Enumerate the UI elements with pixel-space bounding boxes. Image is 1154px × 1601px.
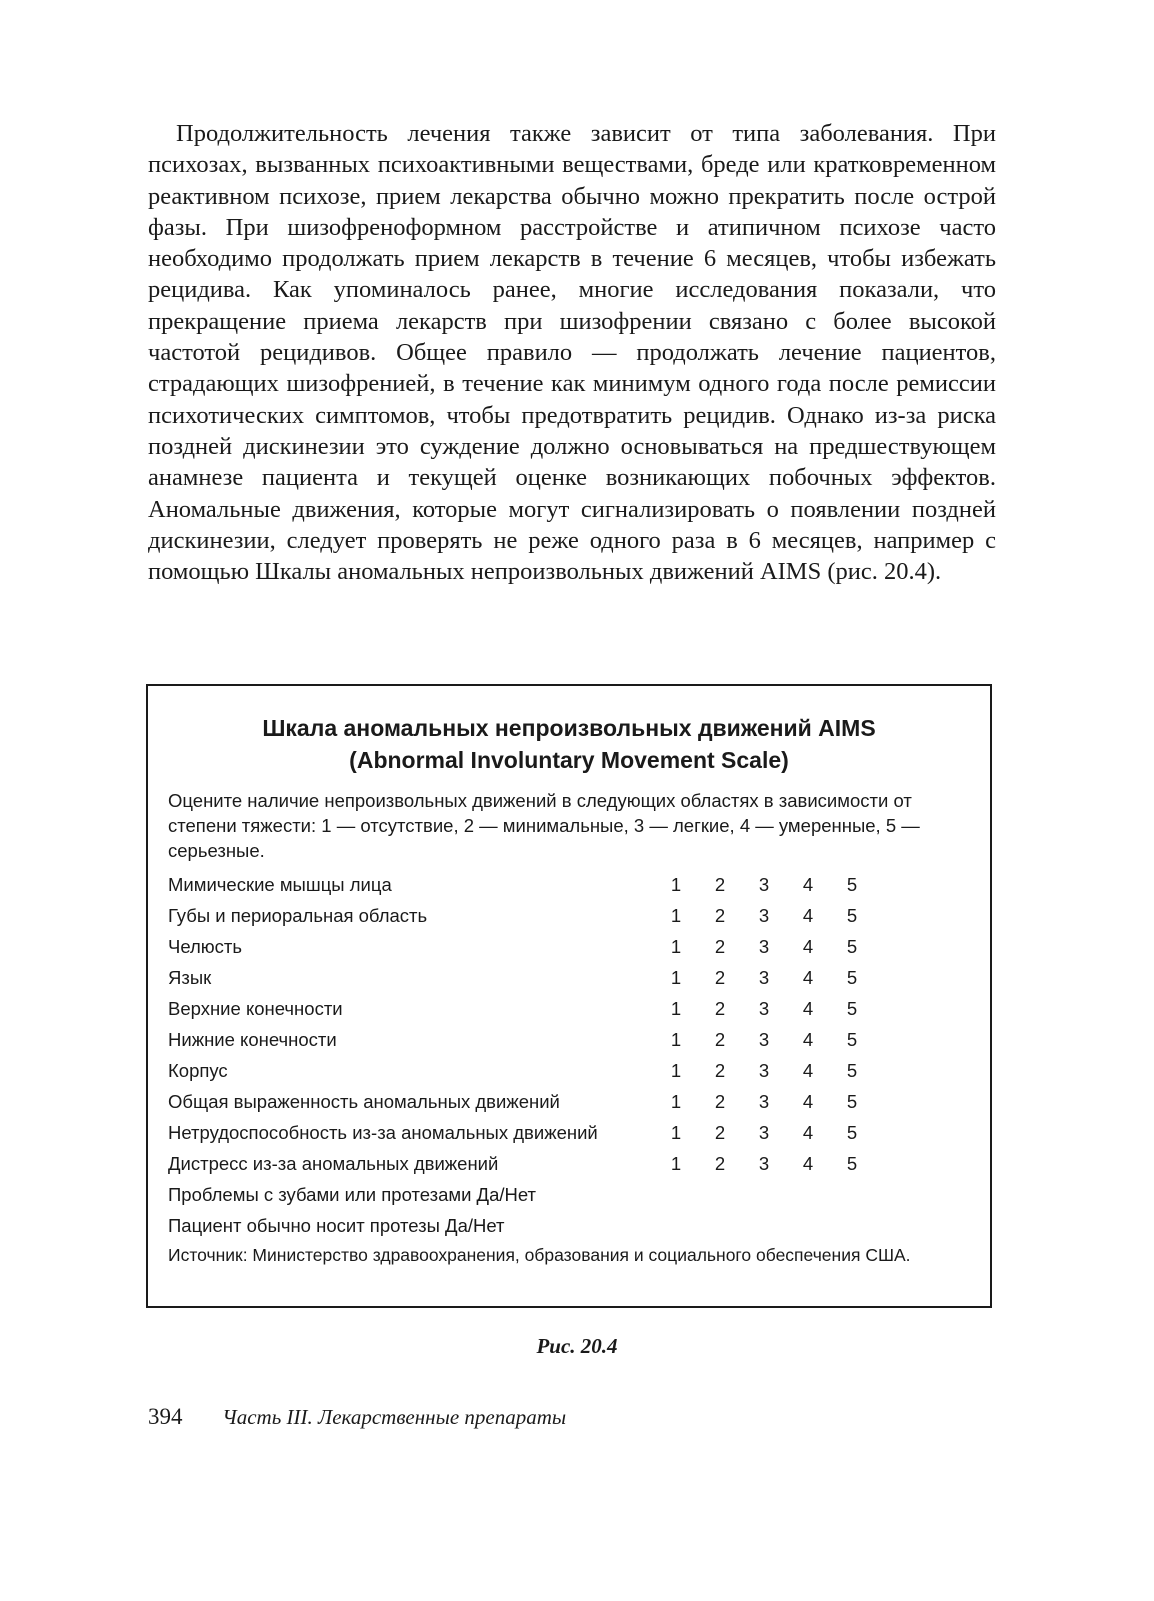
- table-row: [168, 993, 874, 1024]
- row-label: Корпус: [168, 1059, 228, 1081]
- score-option: 1: [670, 997, 682, 1019]
- score-option: 5: [846, 966, 858, 988]
- score-option: 3: [758, 966, 770, 988]
- score-option: 1: [670, 873, 682, 895]
- score-option: 1: [670, 1152, 682, 1174]
- score-option: 1: [670, 935, 682, 957]
- score-option: 3: [758, 1090, 770, 1112]
- score-option: 3: [758, 1059, 770, 1081]
- table-row: [168, 931, 874, 962]
- figure-caption: Рис. 20.4: [536, 1334, 618, 1358]
- score-option: 1: [670, 1059, 682, 1081]
- table-row: [168, 900, 874, 931]
- score-option: 5: [846, 1028, 858, 1050]
- row-label: Верхние конечности: [168, 997, 343, 1019]
- row-label: Нетрудоспособность из-за аномальных движений: [168, 1121, 598, 1143]
- score-option: 1: [670, 904, 682, 926]
- aims-figure: [146, 684, 992, 1308]
- score-option: 5: [846, 1121, 858, 1143]
- score-option: 3: [758, 904, 770, 926]
- row-label: Дистресс из-за аномальных движений: [168, 1152, 499, 1174]
- score-option: 4: [802, 873, 814, 895]
- score-option: 4: [802, 997, 814, 1019]
- table-row: [168, 1086, 874, 1117]
- score-option: 3: [758, 997, 770, 1019]
- score-option: 5: [846, 1059, 858, 1081]
- body-text: [148, 118, 996, 587]
- figure-title: [148, 712, 990, 776]
- score-option: 1: [670, 966, 682, 988]
- score-option: 2: [714, 935, 726, 957]
- score-option: 2: [714, 1121, 726, 1143]
- score-option: 3: [758, 1028, 770, 1050]
- figure-title-line2: (Abnormal Involuntary Movement Scale): [349, 747, 789, 773]
- row-label: Нижние конечности: [168, 1028, 337, 1050]
- table-row: [168, 1055, 874, 1086]
- figure-intro: Оцените наличие непроизвольных движений в следующих областях в зависимости от степени тяжести: 1 — отсутствие, 2 — минимальные, 3 — легкие, 4 — умеренные, 5 — серьезные.: [168, 790, 920, 861]
- table-row: [168, 962, 874, 993]
- table-row: [168, 1024, 874, 1055]
- running-head: Часть III. Лекарственные препараты: [222, 1405, 567, 1429]
- table-row: [168, 869, 874, 900]
- score-option: 2: [714, 966, 726, 988]
- score-option: 1: [670, 1090, 682, 1112]
- figure-source: Источник: Министерство здравоохранения, образования и социального обеспечения США.: [168, 1245, 911, 1265]
- score-option: 5: [846, 904, 858, 926]
- score-option: 1: [670, 1028, 682, 1050]
- body-paragraph: Продолжительность лечения также зависит от типа заболевания. При психозах, вызванных психоактивными веществами, бреде или кратковременном реактивном психозе, прием лекарства обычно можно прекратить после острой фазы. При шизофреноформном расстройстве и атипичном психозе часто необходимо продолжать прием лекарств в течение 6 месяцев, чтобы избежать рецидива. Как упоминалось ранее, многие исследования показали, что прекращение приема лекарств при шизофрении связано с более высокой частотой рецидивов. Общее правило — продолжать лечение пациентов, страдающих шизофренией, в течение как минимум одного года после ремиссии психотических симптомов, чтобы предотвратить рецидив. Однако из-за риска поздней дискинезии это суждение должно основываться на предшествующем анамнезе пациента и текущей оценке возникающих побочных эффектов. Аномальные движения, которые могут сигнализировать о появлении поздней дискинезии, следует проверять не реже одного раза в 6 месяцев, например с помощью Шкалы аномальных непроизвольных движений AIMS (рис. 20.4).: [148, 120, 996, 586]
- score-option: 4: [802, 904, 814, 926]
- score-option: 2: [714, 1059, 726, 1081]
- score-option: 5: [846, 873, 858, 895]
- score-option: 5: [846, 997, 858, 1019]
- score-option: 4: [802, 1090, 814, 1112]
- row-label: Язык: [168, 966, 212, 988]
- score-option: 4: [802, 1121, 814, 1143]
- score-option: 2: [714, 1152, 726, 1174]
- score-option: 4: [802, 1028, 814, 1050]
- row-label: Губы и периоральная область: [168, 904, 428, 926]
- page-footer: [148, 1404, 566, 1430]
- score-option: 3: [758, 1152, 770, 1174]
- score-option: 4: [802, 1152, 814, 1174]
- score-option: 4: [802, 966, 814, 988]
- score-option: 2: [714, 873, 726, 895]
- score-option: 2: [714, 904, 726, 926]
- table-row: [168, 1148, 874, 1179]
- row-label: Общая выраженность аномальных движений: [168, 1090, 560, 1112]
- table-row: [168, 1117, 874, 1148]
- row-label: Челюсть: [168, 935, 243, 957]
- score-option: 2: [714, 1090, 726, 1112]
- score-option: 5: [846, 1090, 858, 1112]
- row-label: Мимические мышцы лица: [168, 873, 392, 895]
- aims-scale-table: [168, 869, 874, 1179]
- score-option: 5: [846, 1152, 858, 1174]
- score-option: 4: [802, 935, 814, 957]
- dentures-item: Пациент обычно носит протезы Да/Нет: [168, 1215, 505, 1236]
- score-option: 1: [670, 1121, 682, 1143]
- score-option: 4: [802, 1059, 814, 1081]
- score-option: 2: [714, 1028, 726, 1050]
- dental-problems-item: Проблемы с зубами или протезами Да/Нет: [168, 1184, 537, 1205]
- page-number: 394: [148, 1404, 183, 1429]
- score-option: 3: [758, 873, 770, 895]
- score-option: 3: [758, 935, 770, 957]
- figure-title-line1: Шкала аномальных непроизвольных движений AIMS: [262, 715, 876, 741]
- score-option: 2: [714, 997, 726, 1019]
- score-option: 3: [758, 1121, 770, 1143]
- score-option: 5: [846, 935, 858, 957]
